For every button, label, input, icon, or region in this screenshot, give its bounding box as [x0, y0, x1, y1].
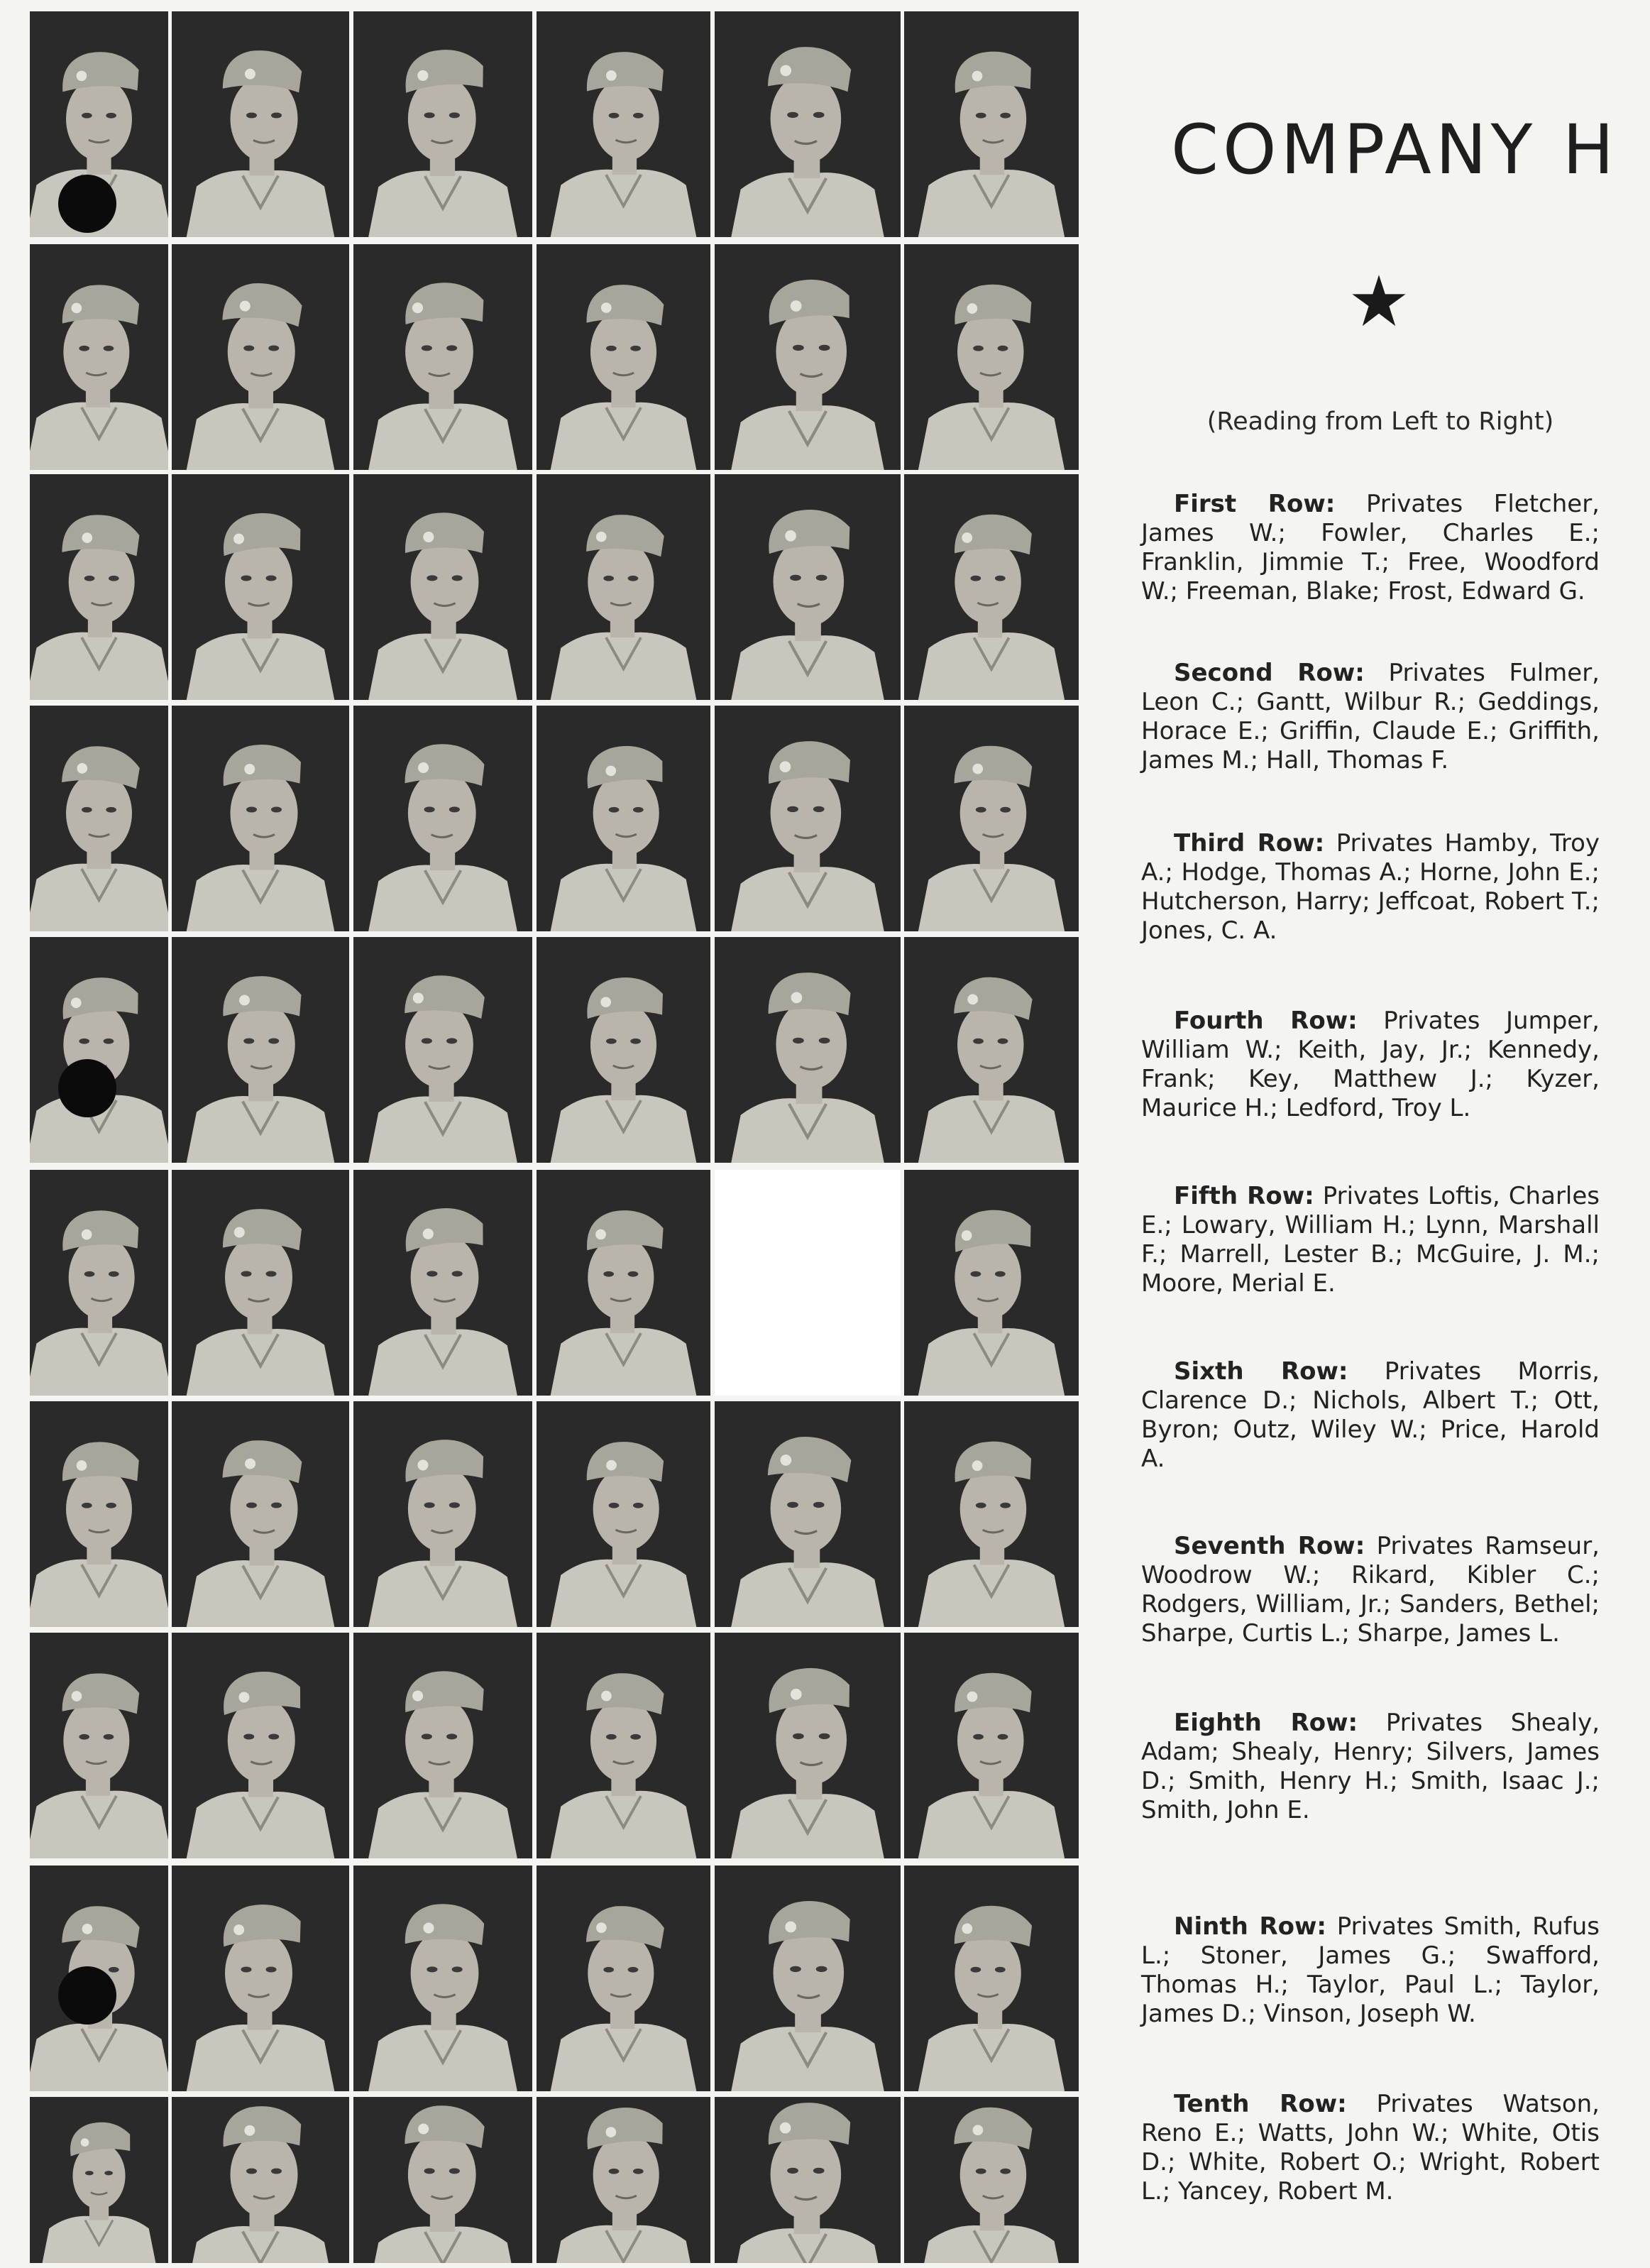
soldier-portrait	[353, 1866, 532, 2091]
row-caption-label: Sixth Row:	[1174, 1357, 1348, 1386]
row-caption-label: Ninth Row:	[1174, 1912, 1327, 1941]
soldier-portrait	[172, 11, 349, 237]
soldier-portrait	[904, 937, 1079, 1163]
row-caption-names: Privates Fulmer, Leon C.; Gantt, Wilbur R.; Geddings, Horace E.; Griffin, Claude E.; Griffith, James M.; Hall, Thomas F.	[1141, 659, 1600, 774]
row-caption-label: Seventh Row:	[1174, 1532, 1365, 1560]
row-caption-label: Tenth Row:	[1174, 2090, 1347, 2118]
soldier-portrait	[30, 706, 168, 931]
soldier-portrait	[715, 2097, 901, 2263]
row-caption	[1141, 1182, 1600, 1298]
row-caption	[1141, 1007, 1600, 1123]
soldier-portrait	[353, 474, 532, 700]
portrait-grid	[30, 11, 1079, 2263]
reading-direction-note: (Reading from Left to Right)	[1206, 407, 1554, 436]
soldier-portrait	[715, 1401, 901, 1627]
soldier-portrait	[715, 1633, 901, 1858]
soldier-portrait	[353, 1170, 532, 1396]
soldier-portrait	[353, 11, 532, 237]
row-caption	[1141, 1532, 1600, 1648]
star-icon	[1351, 273, 1407, 329]
soldier-portrait	[30, 937, 168, 1163]
soldier-portrait	[537, 1866, 710, 2091]
soldier-portrait	[172, 937, 349, 1163]
row-caption-names: Privates Jumper, William W.; Keith, Jay, Jr.; Kennedy, Frank; Key, Matthew J.; Kyzer, Maurice H.; Ledford, Troy L.	[1141, 1007, 1600, 1122]
row-caption-names: Privates Smith, Rufus L.; Stoner, James G.; Swafford, Thomas H.; Taylor, Paul L.; Taylor, James D.; Vinson, Joseph W.	[1141, 1912, 1600, 2028]
soldier-portrait	[30, 474, 168, 700]
soldier-portrait	[353, 2097, 532, 2263]
soldier-portrait	[537, 244, 710, 470]
row-caption	[1141, 1912, 1600, 2029]
soldier-portrait	[353, 1633, 532, 1858]
soldier-portrait	[904, 474, 1079, 700]
soldier-portrait	[904, 1633, 1079, 1858]
row-caption-names: Privates Morris, Clarence D.; Nichols, Albert T.; Ott, Byron; Outz, Wiley W.; Price, Harold A.	[1141, 1357, 1600, 1473]
row-caption-names: Privates Fletcher, James W.; Fowler, Charles E.; Franklin, Jimmie T.; Free, Woodford W.; Freeman, Blake; Frost, Edward G.	[1141, 490, 1600, 606]
soldier-portrait	[715, 937, 901, 1163]
row-caption-names: Privates Watson, Reno E.; Watts, John W.; White, Otis D.; White, Robert O.; Wright, Robert L.; Yancey, Robert M.	[1141, 2090, 1600, 2206]
row-caption-names: Privates Ramseur, Woodrow W.; Rikard, Kibler C.; Rodgers, William, Jr.; Sanders, Bethel; Sharpe, Curtis L.; Sharpe, James L.	[1141, 1532, 1600, 1648]
soldier-portrait	[30, 1633, 168, 1858]
soldier-portrait	[537, 11, 710, 237]
soldier-portrait	[172, 2097, 349, 2263]
soldier-portrait	[30, 244, 168, 470]
soldier-portrait	[172, 1866, 349, 2091]
row-caption-names: Privates Loftis, Charles E.; Lowary, William H.; Lynn, Marshall F.; Marrell, Lester B.; McGuire, J. M.; Moore, Merial E.	[1141, 1182, 1600, 1298]
soldier-portrait	[715, 1866, 901, 2091]
soldier-portrait	[30, 1170, 168, 1396]
row-caption-label: Second Row:	[1174, 659, 1365, 687]
soldier-portrait	[537, 1401, 710, 1627]
row-caption	[1141, 2090, 1600, 2206]
binder-punch-hole	[58, 1966, 116, 2025]
vacant-portrait-slot	[715, 1170, 901, 1396]
soldier-portrait	[715, 474, 901, 700]
soldier-portrait	[537, 1633, 710, 1858]
soldier-portrait	[30, 1401, 168, 1627]
soldier-portrait	[904, 244, 1079, 470]
soldier-portrait	[353, 706, 532, 931]
soldier-portrait	[353, 1401, 532, 1627]
soldier-portrait	[172, 1170, 349, 1396]
row-caption	[1141, 490, 1600, 606]
row-caption-names: Privates Hamby, Troy A.; Hodge, Thomas A.; Horne, John E.; Hutcherson, Harry; Jeffcoat, Robert T.; Jones, C. A.	[1141, 829, 1600, 945]
soldier-portrait	[353, 937, 532, 1163]
row-caption	[1141, 829, 1600, 946]
page-title: COMPANY H	[1171, 110, 1618, 190]
row-caption-label: Third Row:	[1174, 829, 1325, 858]
soldier-portrait	[537, 1170, 710, 1396]
soldier-portrait	[172, 1633, 349, 1858]
soldier-portrait	[30, 2097, 168, 2263]
row-caption-names: Privates Shealy, Adam; Shealy, Henry; Silvers, James D.; Smith, Henry H.; Smith, Isaac J.; Smith, John E.	[1141, 1709, 1600, 1824]
row-caption	[1141, 1357, 1600, 1474]
soldier-portrait	[172, 706, 349, 931]
soldier-portrait	[715, 706, 901, 931]
soldier-portrait	[904, 1170, 1079, 1396]
soldier-portrait	[172, 244, 349, 470]
soldier-portrait	[353, 244, 532, 470]
soldier-portrait	[537, 2097, 710, 2263]
soldier-portrait	[537, 937, 710, 1163]
soldier-portrait	[715, 11, 901, 237]
row-caption-label: Eighth Row:	[1174, 1709, 1358, 1737]
row-caption	[1141, 1709, 1600, 1825]
row-caption	[1141, 659, 1600, 775]
soldier-portrait	[904, 2097, 1079, 2263]
soldier-portrait	[904, 1401, 1079, 1627]
soldier-portrait	[537, 474, 710, 700]
row-caption-label: First Row:	[1174, 490, 1336, 518]
soldier-portrait	[537, 706, 710, 931]
soldier-portrait	[715, 244, 901, 470]
soldier-portrait	[172, 1401, 349, 1627]
soldier-portrait	[904, 1866, 1079, 2091]
row-caption-label: Fifth Row:	[1174, 1182, 1314, 1210]
soldier-portrait	[904, 706, 1079, 931]
row-caption-label: Fourth Row:	[1174, 1007, 1358, 1035]
binder-punch-hole	[58, 175, 116, 233]
soldier-portrait	[172, 474, 349, 700]
binder-punch-hole	[58, 1059, 116, 1117]
soldier-portrait	[904, 11, 1079, 237]
